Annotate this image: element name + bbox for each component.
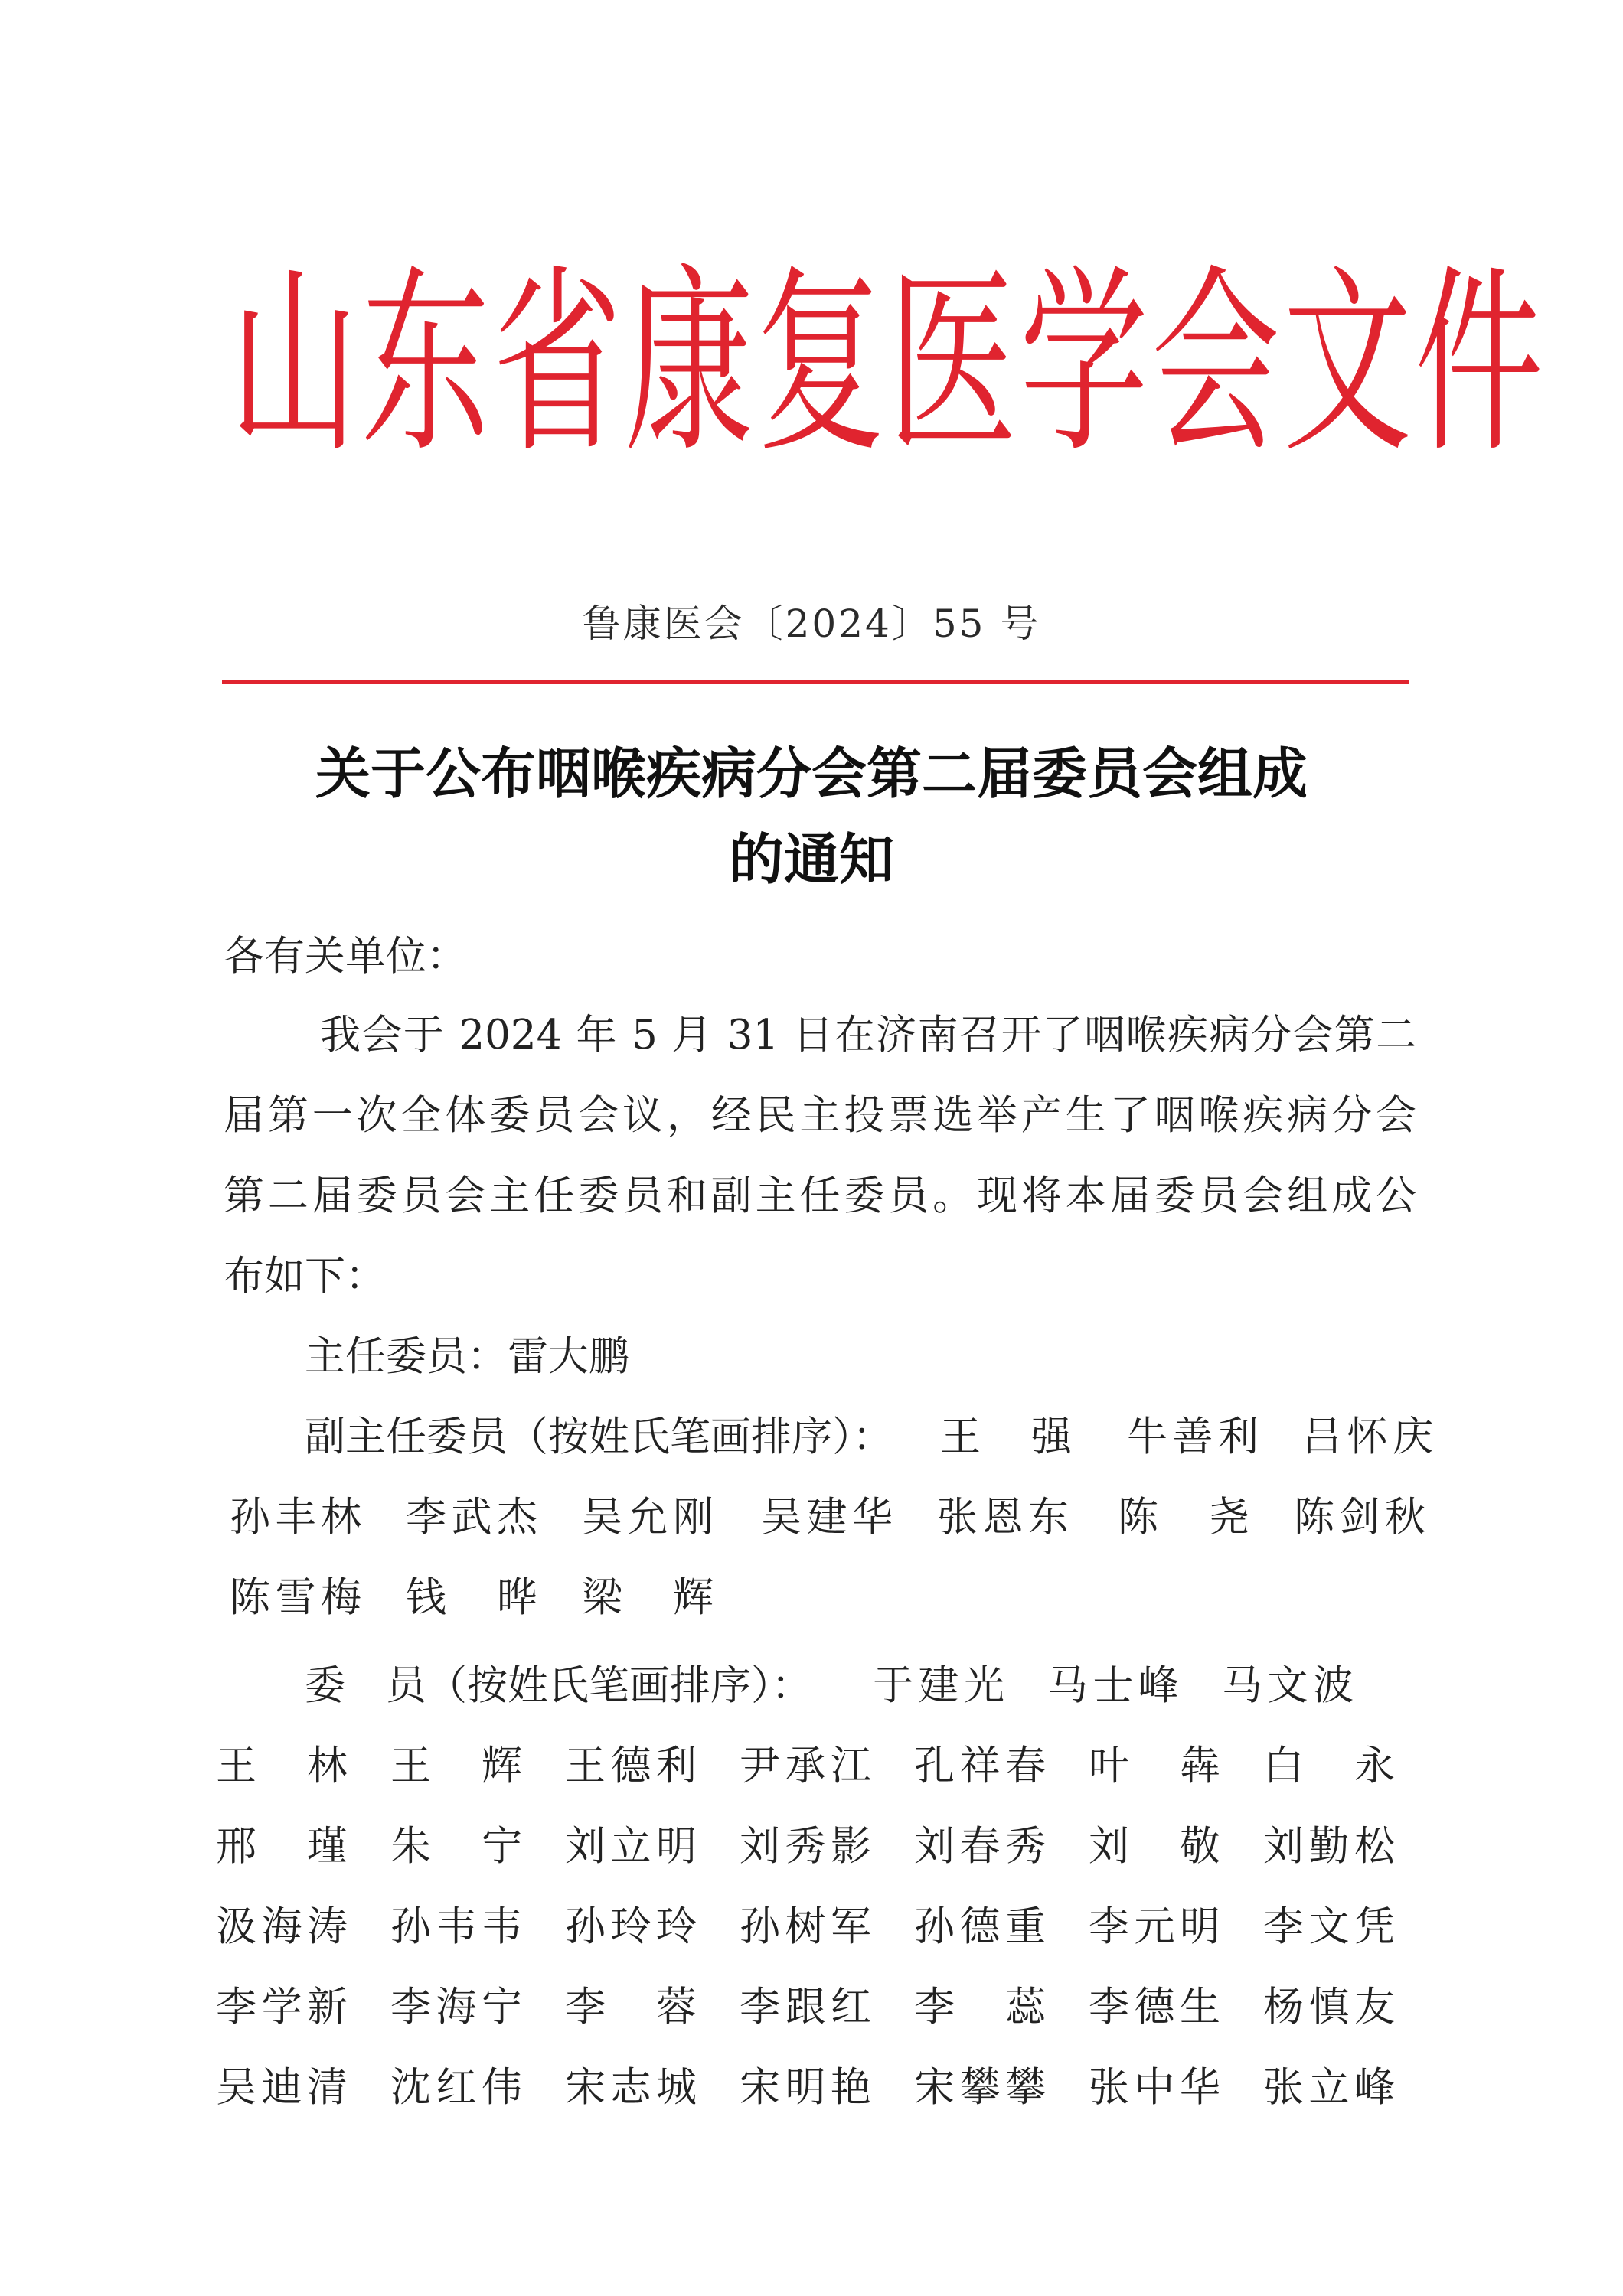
red-divider	[222, 680, 1409, 684]
org-masthead: 山东省康复医学会文件	[230, 247, 1546, 480]
paragraph-line: 届第一次全体委员会议，经民主投票选举产生了咽喉疾病分会	[224, 1092, 1416, 1139]
person-name: 吴迪清	[216, 2064, 348, 2111]
person-name: 李 蓉	[565, 1984, 697, 2030]
person-name: 王 强	[940, 1414, 1072, 1460]
person-name: 李海宁	[390, 1984, 522, 2030]
person-name: 孙丰林	[230, 1494, 361, 1541]
person-name: 刘春秀	[914, 1823, 1046, 1870]
person-name: 李元明	[1089, 1903, 1220, 1950]
person-name: 吕怀庆	[1301, 1414, 1433, 1460]
person-name: 王 林	[216, 1743, 348, 1789]
person-name: 叶 犇	[1089, 1743, 1220, 1789]
person-name: 李武杰	[406, 1494, 537, 1541]
person-name: 孙玲玲	[565, 1903, 697, 1950]
person-name: 陈 尧	[1118, 1494, 1249, 1541]
person-name: 于建光	[873, 1662, 1004, 1709]
notice-title	[230, 731, 1393, 902]
person-name: 宋志城	[565, 2064, 697, 2111]
person-name: 李学新	[216, 1984, 348, 2030]
person-name: 李文凭	[1263, 1903, 1395, 1950]
person-name: 孙韦韦	[390, 1903, 522, 1950]
paragraph-line: 我会于 2024 年 5 月 31 日在济南召开了咽喉疾病分会第二	[320, 1012, 1416, 1058]
person-name: 马文波	[1222, 1662, 1354, 1709]
person-name: 朱 宁	[390, 1823, 522, 1870]
paragraph-line: 第二届委员会主任委员和副主任委员。现将本届委员会组成公	[224, 1172, 1416, 1219]
person-name: 刘勤松	[1263, 1823, 1395, 1870]
title-line-1: 关于公布咽喉疾病分会第二届委员会组成	[315, 741, 1308, 806]
person-name: 吴允刚	[582, 1494, 714, 1541]
salutation: 各有关单位：	[224, 933, 467, 980]
vice-chair-label: 副主任委员（按姓氏笔画排序）：	[305, 1414, 893, 1460]
person-name: 李 蕊	[914, 1984, 1046, 2030]
person-name: 牛善利	[1127, 1414, 1259, 1460]
person-name: 张中华	[1089, 2064, 1220, 2111]
person-name: 王德利	[565, 1743, 697, 1789]
person-name: 孔祥春	[914, 1743, 1046, 1789]
person-name: 尹承江	[740, 1743, 871, 1789]
person-name: 张恩东	[937, 1494, 1069, 1541]
person-name: 李德生	[1089, 1984, 1220, 2030]
person-name: 吴建华	[761, 1494, 893, 1541]
paragraph-line: 布如下：	[224, 1253, 386, 1300]
title-line-2: 的通知	[728, 827, 894, 892]
member-label: 委 员（按姓氏笔画排序）：	[305, 1662, 812, 1709]
person-name: 宋明艳	[740, 2064, 871, 2111]
person-name: 马士峰	[1047, 1662, 1179, 1709]
person-name: 梁 辉	[582, 1574, 714, 1621]
person-name: 孙树军	[740, 1903, 871, 1950]
chair-line: 主任委员：雷大鹏	[305, 1333, 629, 1380]
person-name: 沈红伟	[390, 2064, 522, 2111]
person-name: 刘秀影	[740, 1823, 871, 1870]
document-number: 鲁康医会〔2024〕55 号	[582, 602, 1041, 646]
person-name: 汲海涛	[216, 1903, 348, 1950]
person-name: 邢 瑾	[216, 1823, 348, 1870]
person-name: 杨慎友	[1263, 1984, 1395, 2030]
person-name: 白 永	[1263, 1743, 1395, 1789]
person-name: 李跟红	[740, 1984, 871, 2030]
person-name: 钱 晔	[406, 1574, 537, 1621]
person-name: 陈剑秋	[1294, 1494, 1425, 1541]
person-name: 孙德重	[914, 1903, 1046, 1950]
person-name: 刘 敬	[1089, 1823, 1220, 1870]
person-name: 宋攀攀	[914, 2064, 1046, 2111]
person-name: 王 辉	[390, 1743, 522, 1789]
person-name: 陈雪梅	[230, 1574, 361, 1621]
person-name: 张立峰	[1263, 2064, 1395, 2111]
person-name: 刘立明	[565, 1823, 697, 1870]
